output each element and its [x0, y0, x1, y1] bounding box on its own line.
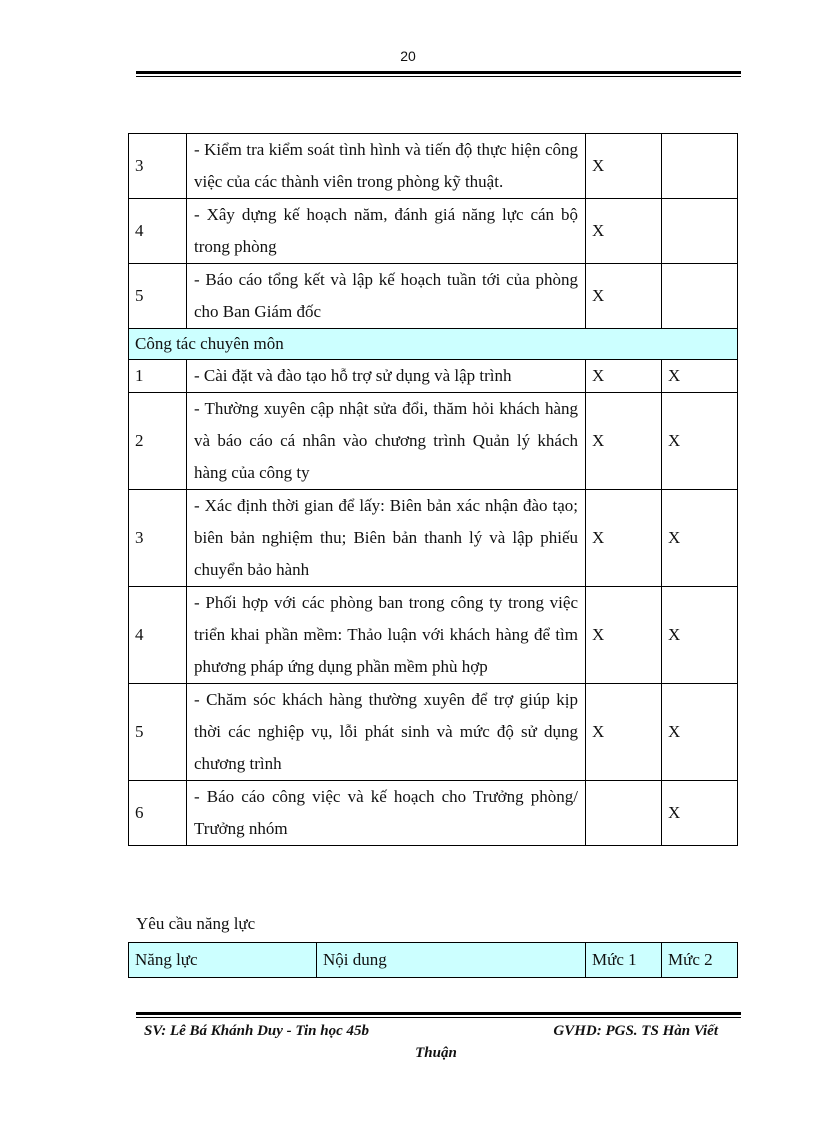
level-2-mark [662, 199, 738, 264]
header-level-1: Mức 1 [586, 943, 662, 978]
advisor-info: GVHD: PGS. TS Hàn Viết [553, 1023, 718, 1039]
level-1-mark: X [586, 199, 662, 264]
level-1-mark [586, 781, 662, 846]
row-number: 2 [129, 393, 187, 490]
level-2-mark: X [662, 490, 738, 587]
row-description: - Thường xuyên cập nhật sửa đổi, thăm hỏi khách hàng và báo cáo cá nhân vào chương trình Quản lý khách hàng của công ty [187, 393, 586, 490]
level-2-mark: X [662, 684, 738, 781]
row-description: - Báo cáo tổng kết và lập kế hoạch tuần tới của phòng cho Ban Giám đốc [187, 264, 586, 329]
level-1-mark: X [586, 684, 662, 781]
level-2-mark: X [662, 393, 738, 490]
advisor-info-continued: Thuận [415, 1045, 457, 1061]
row-number: 1 [129, 360, 187, 393]
table-row [129, 199, 738, 264]
row-description: - Phối hợp với các phòng ban trong công ty trong việc triển khai phần mềm: Thảo luận với khách hàng để tìm phương pháp ứng dụng phần mềm phù hợp [187, 587, 586, 684]
row-description: - Báo cáo công việc và kế hoạch cho Trưởng phòng/ Trưởng nhóm [187, 781, 586, 846]
level-1-mark: X [586, 490, 662, 587]
requirements-table [128, 942, 738, 978]
header-level-2: Mức 2 [662, 943, 738, 978]
table-row [129, 781, 738, 846]
level-1-mark: X [586, 360, 662, 393]
footer-rule-thin [136, 1017, 741, 1018]
requirements-label: Yêu cầu năng lực [136, 914, 256, 933]
row-number: 5 [129, 264, 187, 329]
row-number: 6 [129, 781, 187, 846]
table-row [129, 134, 738, 199]
row-description: - Cài đặt và đào tạo hỗ trợ sử dụng và lập trình [187, 360, 586, 393]
header-rule [136, 71, 741, 74]
level-2-mark: X [662, 360, 738, 393]
table-row [129, 587, 738, 684]
header-content: Nội dung [317, 943, 586, 978]
row-number: 3 [129, 134, 187, 199]
level-2-mark [662, 264, 738, 329]
row-description: - Chăm sóc khách hàng thường xuyên để trợ giúp kịp thời các nghiệp vụ, lỗi phát sinh và mức độ sử dụng chương trình [187, 684, 586, 781]
row-description: - Xác định thời gian để lấy: Biên bản xác nhận đào tạo; biên bản nghiệm thu; Biên bản thanh lý và lập phiếu chuyển bảo hành [187, 490, 586, 587]
level-2-mark: X [662, 587, 738, 684]
student-info: SV: Lê Bá Khánh Duy - Tin học 45b [144, 1023, 370, 1039]
header-competency: Năng lực [129, 943, 317, 978]
footer-rule [136, 1012, 741, 1015]
table-row [129, 393, 738, 490]
level-2-mark [662, 134, 738, 199]
duties-table [128, 133, 738, 846]
row-number: 5 [129, 684, 187, 781]
table-row [129, 264, 738, 329]
row-description: - Kiểm tra kiểm soát tình hình và tiến độ thực hiện công việc của các thành viên trong phòng kỹ thuật. [187, 134, 586, 199]
page-number: 20 [400, 48, 416, 64]
row-number: 3 [129, 490, 187, 587]
row-number: 4 [129, 587, 187, 684]
section-row [129, 329, 738, 360]
level-1-mark: X [586, 264, 662, 329]
requirements-header-row [129, 943, 738, 978]
level-1-mark: X [586, 134, 662, 199]
table-row [129, 490, 738, 587]
row-number: 4 [129, 199, 187, 264]
level-1-mark: X [586, 587, 662, 684]
level-2-mark: X [662, 781, 738, 846]
level-1-mark: X [586, 393, 662, 490]
section-title: Công tác chuyên môn [129, 329, 738, 360]
header-rule-thin [136, 76, 741, 77]
table-row [129, 684, 738, 781]
row-description: - Xây dựng kế hoạch năm, đánh giá năng lực cán bộ trong phòng [187, 199, 586, 264]
table-row [129, 360, 738, 393]
